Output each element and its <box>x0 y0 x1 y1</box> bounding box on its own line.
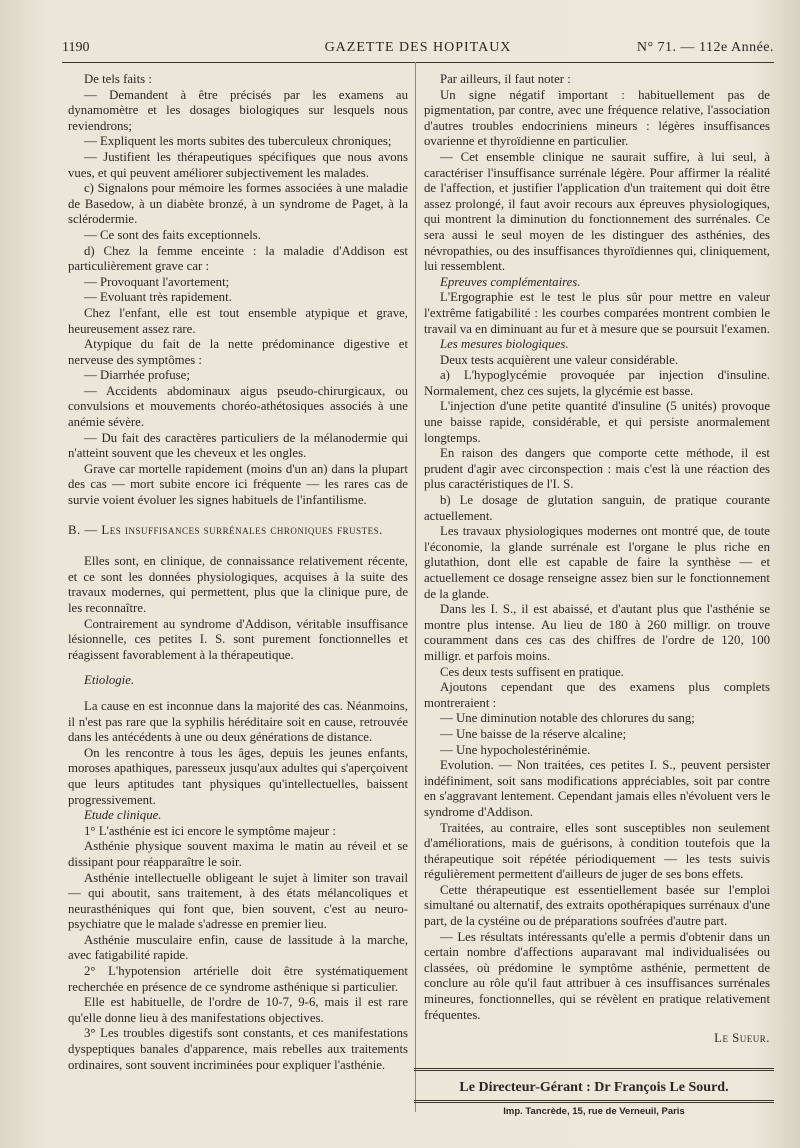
paragraph: b) Le dosage de glutation sanguin, de pratique courante actuellement. <box>424 493 770 523</box>
paragraph: — Les résultats intéressants qu'elle a permis d'obtenir dans un certain nombre d'affections auparavant mal individualisées ou classées, où prédomine le symptôme asthénie, permettent de conclure au rôle qu'il faut attribuer à ces insuffisances surrénales mineures, fonctionnelles, qui se révèlent en pratique relativement fréquentes. <box>424 929 770 1022</box>
paragraph: Elles sont, en clinique, de connaissance relativement récente, et ce sont les données physiologiques, acquises à la suite des travaux modernes, qui permettent, plus que la clinique pure, de les reconnaître. <box>68 554 408 615</box>
page-number: 1190 <box>62 40 90 55</box>
paragraph: Ces deux tests suffisent en pratique. <box>440 664 624 679</box>
journal-title: GAZETTE DES HOPITAUX <box>324 40 512 55</box>
section-heading: B. — Les insuffisances surrénales chroniques frustes. <box>68 522 383 537</box>
paragraph: Dans les I. S., il est abaissé, et d'autant plus que l'asthénie se montre plus intense. Au lieu de 180 à 260 milligr. on trouve couramment dans ces cas des chiffres de l'ordre de 120, 100 milligr. et parfois moins. <box>424 602 770 663</box>
paragraph: Atypique du fait de la nette prédominance digestive et nerveuse des symptômes : <box>68 337 408 367</box>
list-item: — Une diminution notable des chlorures du sang; <box>440 711 695 726</box>
left-column <box>68 72 408 1073</box>
director-line: Le Directeur-Gérant : Dr François Le Sourd. <box>459 1080 729 1095</box>
paragraph: Cette thérapeutique est essentiellement basée sur l'emploi simultané ou alternatif, des extraits opothérapiques surrénaux d'une part, de la cystéine ou de préparations soufrées d'autre part. <box>424 882 770 929</box>
paragraph: — Demandent à être précisés par les examens au dynamomètre et les dosages biologiques sur lesquels nous reviendrons; <box>68 87 408 133</box>
paragraph: 3° Les troubles digestifs sont constants, et ces manifestations dyspeptiques banales d'apparence, mais rebelles aux traitements ordinaires, sont souvent incriminées pour expliquer l'asthénie. <box>68 1026 408 1072</box>
paragraph: — Diarrhée profuse; <box>84 368 190 383</box>
paragraph: d) Chez la femme enceinte : la maladie d'Addison est particulièrement grave car : <box>68 243 408 274</box>
paragraph: — Justifient les thérapeutiques spécifiques que nous avons vues, et qui peuvent améliorer subjectivement les malades. <box>68 149 408 180</box>
footer-rule-bottom <box>414 1100 774 1103</box>
paragraph: Par ailleurs, il faut noter : <box>440 72 571 86</box>
column-divider <box>415 62 416 1112</box>
paragraph: Traitées, au contraire, elles sont susceptibles non seulement d'améliorations, mais de guérisons, à condition toutefois que la thérapeutique soit répétée périodiquement — les tests suivis régulièrement permettent d'ailleurs de juger de ses bons effets. <box>424 820 770 882</box>
paragraph: Ajoutons cependant que des examens plus complets montreraient : <box>424 680 770 710</box>
paragraph: Un signe négatif important : habituellement pas de pigmentation, par contre, avec une fréquence relative, l'association d'autres troubles endocriniens mineurs : légères insuffisances ovarienne et thyroïdienne en particulier. <box>424 87 770 149</box>
paragraph: — Ce sont des faits exceptionnels. <box>84 227 261 242</box>
paragraph: Grave car mortelle rapidement (moins d'un an) dans la plupart des cas — mort subite encore ici fréquente — les rares cas de survie voient évoluer les signes habituels de l'infantilisme. <box>68 461 408 508</box>
paragraph: La cause en est inconnue dans la majorité des cas. Néanmoins, il n'est pas rare que la syphilis héréditaire soit en cause, retrouvée dans les antécédents à une ou deux générations de distance. <box>68 698 408 745</box>
paragraph: Asthénie physique souvent maxima le matin au réveil et se dissipant pour réapparaître le soir. <box>68 839 408 869</box>
paragraph: — Accidents abdominaux aigus pseudo-chirurgicaux, ou convulsions et mouvements choréo-athétosiques associés à une anémie sévère. <box>68 383 408 430</box>
paragraph: En raison des dangers que comporte cette méthode, il est prudent d'agir avec circonspection : mais c'est là une réaction des plus caractéristiques de l'I. S. <box>424 446 770 492</box>
paragraph: 1° L'asthénie est ici encore le symptôme majeur : <box>84 823 336 838</box>
paragraph: a) L'hypoglycémie provoquée par injection d'insuline. Normalement, chez ces sujets, la glycémie est basse. <box>424 368 770 398</box>
paragraph: — Provoquant l'avortement; <box>84 274 230 289</box>
right-column <box>424 72 770 1047</box>
paragraph: — Du fait des caractères particuliers de la mélanodermie qui n'atteint souvent que les cheveux et les ongles. <box>68 430 408 461</box>
author-signature: Le Sueur. <box>714 1031 770 1046</box>
paragraph: L'injection d'une petite quantité d'insuline (5 unités) provoque une baisse rapide, considérable, et qui persiste anormalement longtemps. <box>424 399 770 445</box>
subheading: Etude clinique. <box>84 808 162 823</box>
list-item: — Une hypocholestérinémie. <box>440 742 591 757</box>
paragraph: Elle est habituelle, de l'ordre de 10-7, 9-6, mais il est rare qu'elle donne lieu à des manifestations objectives. <box>68 995 408 1025</box>
header-rule <box>62 62 774 63</box>
paragraph: — Evoluant très rapidement. <box>84 290 232 305</box>
subheading: Les mesures biologiques. <box>440 337 569 352</box>
footer-rule <box>414 1068 774 1071</box>
paragraph: On les rencontre à tous les âges, depuis les jeunes enfants, moroses apathiques, paresseux jusqu'aux adultes qui s'aperçoivent que leurs aptitudes tant physiques qu'intellectuelles, baissent progressivement. <box>68 745 408 807</box>
paragraph: 2° L'hypotension artérielle doit être systématiquement recherchée en présence de ce syndrome asthénique si particulier. <box>68 964 408 994</box>
paragraph: De tels faits : <box>84 72 152 86</box>
paragraph: Contrairement au syndrome d'Addison, véritable insuffisance lésionnelle, ces petites I. S. sont purement fonctionnelles et réagissent favorablement à la thérapeutique. <box>68 616 408 662</box>
paragraph: — Cet ensemble clinique ne saurait suffire, à lui seul, à caractériser l'insuffisance surrénale légère. Pour affirmer la réalité de l'affection, et justifier l'application d'un traitement qui doit être assez prolongé, il faut avoir recours aux épreuves physiologiques, qui montrent la diminution du fonctionnement des surrénales. Ce sera aussi le seul moyen de les distinguer des asthénies, des névropathies, ou des insuffisances thyroïdiennes qui, cliniquement, lui ressemblent. <box>424 149 770 274</box>
printer-line: Imp. Tancrède, 15, rue de Verneuil, Paris <box>503 1106 685 1117</box>
paragraph: Chez l'enfant, elle est tout ensemble atypique et grave, heureusement assez rare. <box>68 305 408 336</box>
running-header <box>62 36 774 60</box>
list-item: — Une baisse de la réserve alcaline; <box>440 726 627 741</box>
paragraph: Evolution. — Non traitées, ces petites I. S., peuvent persister indéfiniment, soit sans modifications appréciables, soit par contre en s'aggravant lentement. Cependant jamais elles n'évoluent vers le syndrome d'Addison. <box>424 758 770 819</box>
paragraph: Les travaux physiologiques modernes ont montré que, de toute l'économie, la glande surrénale est l'organe le plus riche en glutathion, dont elle est capable de faire la synthèse — et actuellement ce dosage renseigne assez bien sur le fonctionnement de la glande. <box>424 524 770 601</box>
paragraph: Deux tests acquièrent une valeur considérable. <box>440 352 679 367</box>
paragraph: Asthénie musculaire enfin, cause de lassitude à la marche, avec fatigabilité rapide. <box>68 932 408 963</box>
issue-number: N° 71. — 112e Année. <box>636 40 774 55</box>
paragraph: L'Ergographie est le test le plus sûr pour mettre en valeur l'extrême fatigabilité : les courbes comparées montrent combien le travail va en diminuant au fur et à mesure que se poursuit l'examen. <box>424 290 770 336</box>
paragraph: Asthénie intellectuelle obligeant le sujet à limiter son travail — qui aboutit, sans traitement, à des états mélancoliques et neurasthéniques qui font que, bien souvent, c'est au neuro-psychiatre que le malade s'adresse en premier lieu. <box>68 870 408 932</box>
subheading: Epreuves complémentaires. <box>440 274 581 289</box>
paragraph: — Expliquent les morts subites des tuberculeux chroniques; <box>84 134 392 149</box>
subheading: Etiologie. <box>84 673 135 688</box>
paragraph: c) Signalons pour mémoire les formes associées à une maladie de Basedow, à un diabète bronzé, à un syndrome de Paget, à la sclérodermie. <box>68 181 408 227</box>
